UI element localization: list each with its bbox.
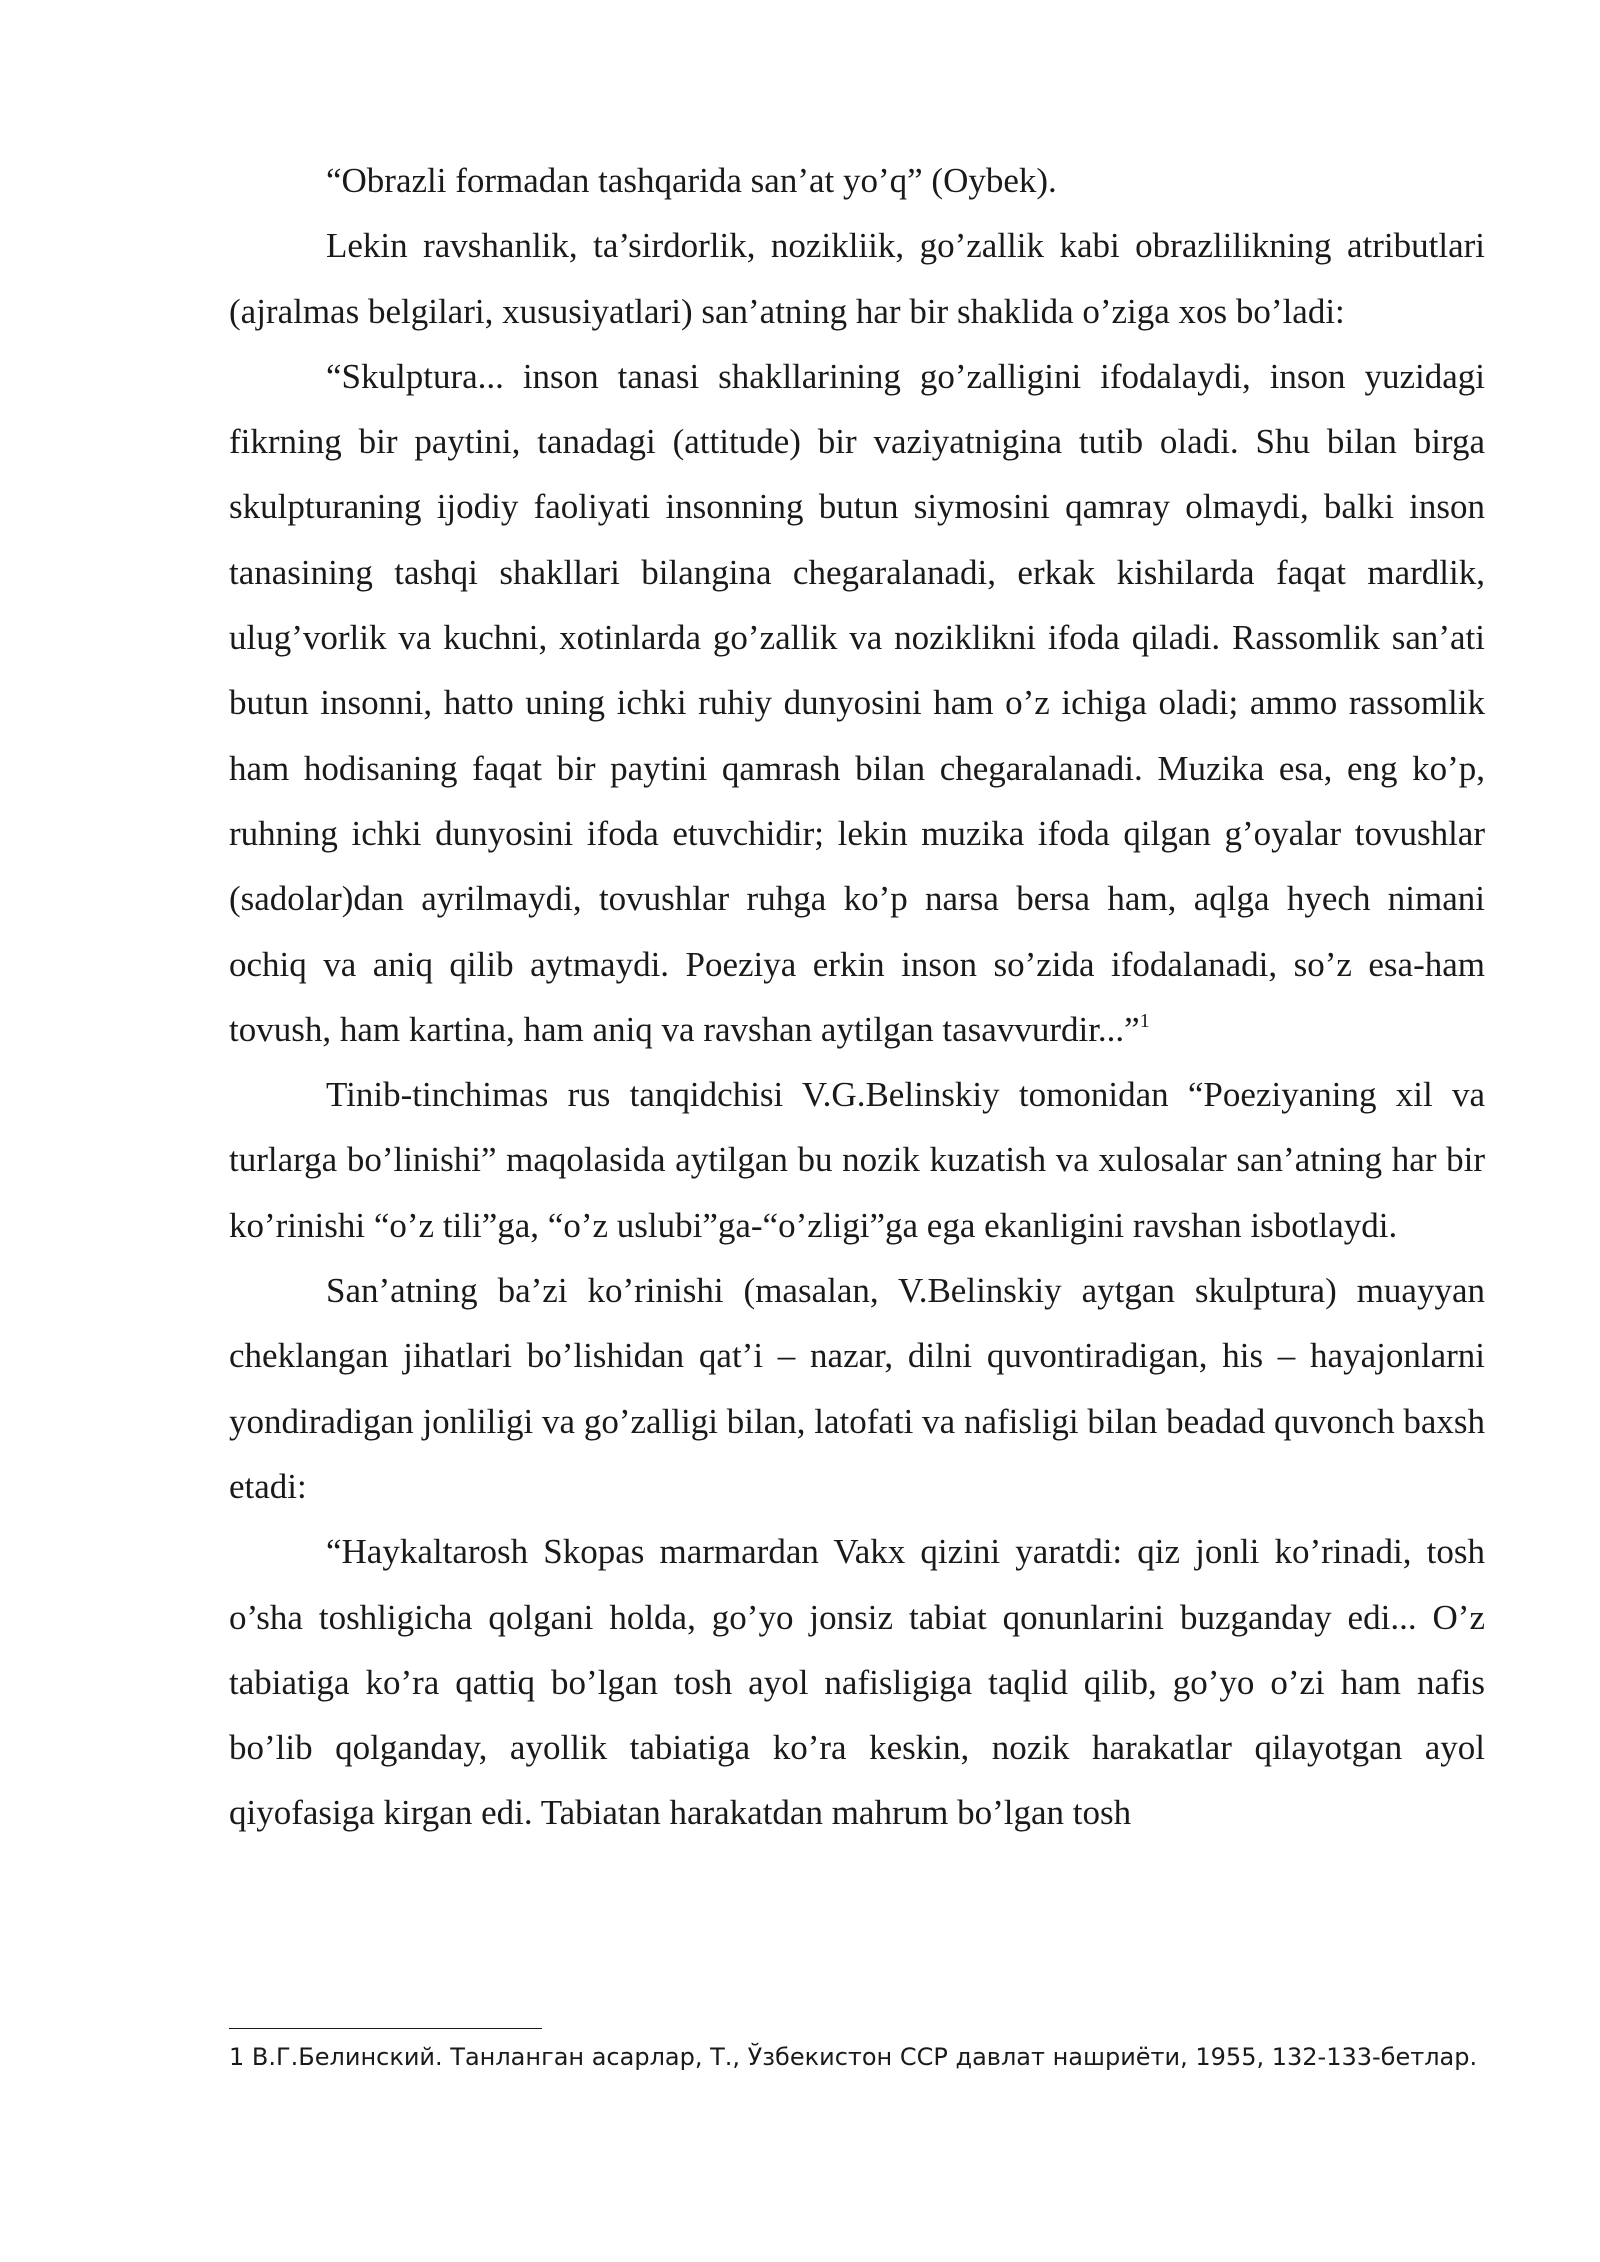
footnote-number: 1 <box>229 2043 245 2071</box>
footnote-divider <box>229 2028 542 2029</box>
belinsky-quote-text: “Skulptura... inson tanasi shakllarining go’zalligini ifodalaydi, inson yuzidagi fikrning bir paytini, tanadagi (attitude) bir vaziyatnigina tutib oladi. Shu bilan birga skulpturaning ijodiy faoliyati insonning butun siymosini qamray olmaydi, balki inson tanasining tashqi shakllari bilangina chegaralanadi, erkak kishilarda faqat mardlik, ulug’vorlik va kuchni, xotinlarda go’zallik va noziklikni ifoda qiladi. Rassomlik san’ati butun insonni, hatto uning ichki ruhiy dunyosini ham o’z ichiga oladi; ammo rassomlik ham hodisaning faqat bir paytini qamrash bilan chegaralanadi. Muzika esa, eng ko’p, ruhning ichki dunyosini ifoda etuvchidir; lekin muzika ifoda qilgan g’oyalar tovushlar (sadolar)dan ayrilmaydi, tovushlar ruhga ko’p narsa bersa ham, aqlga hyech nimani ochiq va aniq qilib aytmaydi. Poeziya erkin inson so’zida ifodalanadi, so’z esa-ham tovush, ham kartina, ham aniq va ravshan aytilgan tasavvurdir...” <box>229 356 1485 1049</box>
footnote-text: В.Г.Белинский. Танланган асарлар, Т., Ўзбекистон ССР давлат нашриёти, 1955, 132-133-бетлар. <box>251 2043 1478 2071</box>
footnote-entry <box>229 2040 1485 2075</box>
footnote <box>229 2040 1485 2075</box>
footnote-reference[interactable]: 1 <box>1139 1009 1150 1032</box>
paragraph-belinsky-quote <box>229 344 1485 1062</box>
paragraph-oybek-quote: “Obrazli formadan tashqarida san’at yo’q” (Oybek). <box>326 161 1057 200</box>
paragraph-skopas-quote: “Haykaltarosh Skopas marmardan Vakx qizini yaratdi: qiz jonli ko’rinadi, tosh o’sha toshligicha qolgani holda, go’yo jonsiz tabiat qonunlarini buzganday edi... O’z tabiatiga ko’ra qattiq bo’lgan tosh ayol nafisligiga taqlid qilib, go’yo o’zi ham nafis bo’lib qolganday, ayollik tabiatiga ko’ra keskin, nozik harakatlar qilayotgan ayol qiyofasiga kirgan edi. Tabiatan harakatdan mahrum bo’lgan tosh <box>229 1532 1485 1833</box>
main-text <box>229 148 1485 1846</box>
paragraph-imagery-attributes: Lekin ravshanlik, ta’sirdorlik, nozikliik, go’zallik kabi obrazlilikning atributlari (ajralmas belgilari, xususiyatlari) san’atning har bir shaklida o’ziga xos bo’ladi: <box>229 226 1485 331</box>
paragraph-art-forms: San’atning ba’zi ko’rinishi (masalan, V.Belinskiy aytgan skulptura) muayyan cheklangan jihatlari bo’lishidan qat’i – nazar, dilni quvontiradigan, his – hayajonlarni yondiradigan jonliligi va go’zalligi bilan, latofati va nafisligi bilan beadad quvonch baxsh etadi: <box>229 1271 1485 1506</box>
paragraph-belinsky-commentary: Tinib-tinchimas rus tanqidchisi V.G.Belinskiy tomonidan “Poeziyaning xil va turlarga bo’linishi” maqolasida aytilgan bu nozik kuzatish va xulosalar san’atning har bir ko’rinishi “o’z tili”ga, “o’z uslubi”ga-“o’zligi”ga ega ekanligini ravshan isbotlaydi. <box>229 1075 1485 1245</box>
